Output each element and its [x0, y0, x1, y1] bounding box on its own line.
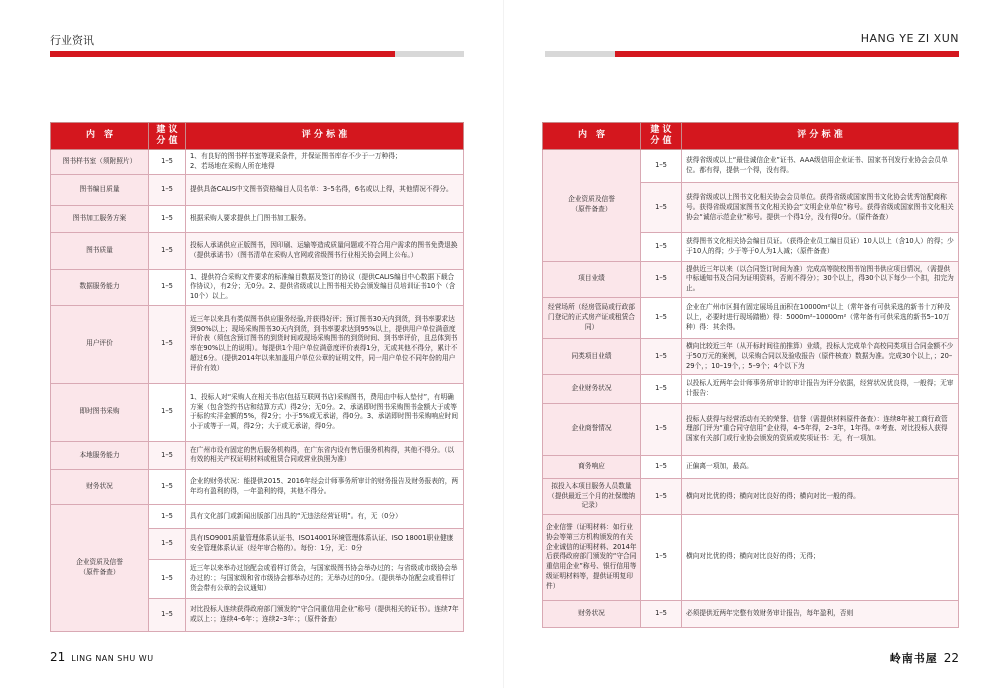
row-score: 1–5 [641, 455, 682, 478]
row-score: 1–5 [641, 600, 682, 627]
row-criteria: 横向对比优的得；横向对比良好的得；无得； [682, 514, 959, 600]
header-score: 建 议 分 值 [149, 123, 186, 150]
row-item: 企业资质及信誉 （原件备查） [51, 504, 149, 631]
table-row [543, 297, 959, 339]
row-score: 1–5 [149, 149, 186, 175]
row-criteria: 获得图书文化相关协会编目员证。（获得企业员工编目员证）10人以上（含10人）的得；少于10人的得；少于等于0人为1人减；（原件备查） [682, 233, 959, 261]
row-item: 拟投入本项目服务人员数量（提供最近三个月的社保缴纳记录） [543, 478, 641, 514]
row-criteria: 提供近三年以来（以合同签订时间为准）完成高等院校图书馆图书供应项目情况，（需提供中标通知书及合同为证明资料，否则不得分）；30个以上，得30个以下每少一个扣，扣完为止。 [682, 261, 959, 297]
row-criteria: 近三年以来具有类似图书供应服务经验,并获得好评；预订图书30天内到货，到书率要求达到90%以上；现场采购图书30天内到货，到书率要求达到95%以上，提供用户单位满意度评价表（须包含预订图书的到货时间或现场采购图书的到货时间、到书率评价，且总体到书率在90%以上的说明）。每提供1个用户单位满意度评价表得1分，无或其他不得分，累计不超过6分。（提供2014年以来加盖用户单位公章的证明文件，同一用户单位不同年份的用户评价有效） [186, 305, 464, 383]
row-criteria: 具有文化部门或新闻出版部门出具的“无违法经营证明”。有，无（0分） [186, 504, 464, 529]
table-header-row [51, 123, 464, 150]
table-row [543, 514, 959, 600]
row-criteria: 对比投标人连续获得政府部门颁发的“守合同重信用企业”称号（提供相关的证书）。连续7年或以上：；连续4–6年：；连续2–3年：；（原件备查） [186, 599, 464, 632]
row-item: 即时图书采购 [51, 383, 149, 442]
right-section-title: HANG YE ZI XUN [860, 32, 959, 45]
table-row [51, 175, 464, 206]
table-row [51, 206, 464, 233]
row-criteria: 具有ISO9001质量管理体系认证书、ISO14001环境管理体系认证、ISO 18001职业健康安全管理体系认证（经年审合格的）。每份：1分，无：0分 [186, 529, 464, 560]
row-score: 1–5 [149, 175, 186, 206]
table-row [51, 232, 464, 269]
row-score: 1–5 [641, 339, 682, 375]
row-item: 企业资质及信誉 （原件备查） [543, 149, 641, 261]
table-row [51, 504, 464, 529]
publication-logo: 岭南书屋 [889, 652, 938, 665]
row-criteria: 1、投标人对“采购人在相关书店(包括互联网书店)采购图书，费用由中标人垫付”，有明确方案（包含签约书店和结算方式）得2分；无0分。2、承诺即时图书采购图书金额大于或等于标的实洋金额的5%，得2分；小于5%或无承诺，得0分。3、承诺即时图书采购响应时间小于或等于一周，得2分；大于或无承诺，得0分。 [186, 383, 464, 442]
row-item: 商务响应 [543, 455, 641, 478]
row-item: 企业财务状况 [543, 375, 641, 403]
page-number: 21 [50, 650, 66, 664]
table-row [543, 600, 959, 627]
table-row [51, 149, 464, 175]
left-folio [50, 650, 154, 664]
row-criteria: 1、提供符合采购文件要求的标准编目数据及签订的协议（提供CALIS编目中心数据下载合作协议），有2分；无0分。2、提供省级或以上图书相关协会颁发编目员培训证书10个（含10个）以上。 [186, 269, 464, 305]
row-criteria: 以投标人近两年会计师事务所审计的审计报告为评分依据，经营状况优良得，一般得；无审计报告： [682, 375, 959, 403]
row-criteria: 横向比较近三年（从开标时间往前推算）业绩，投标人完成单个高校同类项目合同金额不少于50万元的案例，以采购合同以及验收报告（原件核查）数据为准。完成30个以上，；20–29个，；10–19个，；5–9个；4个以下为 [682, 339, 959, 375]
row-score: 1–5 [641, 375, 682, 403]
row-criteria: 根据采购人要求提供上门图书加工服务。 [186, 206, 464, 233]
table-row [543, 478, 959, 514]
right-header-bar [545, 51, 959, 57]
row-criteria: 近三年以来举办过馆配会或看样订货会，与国家级图书协会举办过的；与省级或市级协会举办过的：；与国家级和省市级协会都举办过的；无举办过的0分。（提供举办馆配会或看样订货会带有公章的会议通知） [186, 560, 464, 599]
row-item: 数据服务能力 [51, 269, 149, 305]
row-criteria: 横向对比优的得；横向对比良好的得；横向对比一般的得。 [682, 478, 959, 514]
row-criteria: 企业在广州市区拥有固定展场且面积在10000m²以上（常年备有可供采选的新书十万种及以上，必要时进行现场踏勘）得：5000m²–10000m²（常年备有可供采选的新书5–10万种）得：其余得。 [682, 297, 959, 339]
publication-name: LING NAN SHU WU [71, 654, 154, 663]
row-score: 1–5 [149, 269, 186, 305]
row-item: 本地服务能力 [51, 442, 149, 470]
row-criteria: 提供具备CALIS中文图书资格编目人员名单：3–5名得，6名或以上得，其他情况不得分。 [186, 175, 464, 206]
left-section-title: 行业资讯 [50, 34, 94, 47]
row-score: 1–5 [149, 442, 186, 470]
row-criteria: 企业的财务状况：能提供2015、2016年经会计师事务所审计的财务报告及财务报表的，两年均有盈利的得，一年盈利的得，其他不得分。 [186, 469, 464, 504]
row-score: 1–5 [641, 478, 682, 514]
header-item: 内 容 [51, 123, 149, 150]
row-criteria: 获得省级或以上“最佳诚信企业”证书、AAA级信用企业证书、国家书刊发行业协会会员单位。都有得，提供一个得，没有得。 [682, 149, 959, 183]
row-item: 财务状况 [543, 600, 641, 627]
row-item: 图书样书室（须附照片） [51, 149, 149, 175]
left-header-bar [50, 51, 464, 57]
row-criteria: 在广州市设有固定的售后服务机构得，在广东省内设有售后服务机构得，其他不得分。（以有效的相关产权证明材料或租赁合同或营业执照为准） [186, 442, 464, 470]
row-score: 1–5 [641, 183, 682, 233]
row-item: 同类项目业绩 [543, 339, 641, 375]
row-score: 1–5 [149, 560, 186, 599]
table-row [51, 442, 464, 470]
row-score: 1–5 [149, 305, 186, 383]
page-gutter [503, 0, 504, 688]
table-row [543, 149, 959, 183]
row-item: 项目业绩 [543, 261, 641, 297]
row-score: 1–5 [149, 529, 186, 560]
table-row [51, 383, 464, 442]
table-row [51, 305, 464, 383]
table-row [543, 261, 959, 297]
row-criteria: 1、有良好的图书样书室等现采条件，并保证图书库存不少于一万种得； 2、若场地在采购人所在地得 [186, 149, 464, 175]
row-criteria: 正偏离一项加，最高。 [682, 455, 959, 478]
row-item: 用户评价 [51, 305, 149, 383]
right-folio [890, 650, 959, 666]
header-score: 建 议 分 值 [641, 123, 682, 150]
row-item: 经营场所（经房管局或行政部门登记的正式房产证或租赁合同） [543, 297, 641, 339]
row-item: 企业信誉（证明材料：如行业协会等第三方机构颁发的有关企业诚信的证明材料、2014年后获得政府部门颁发的“守合同重信用企业”称号、银行信用等级证明材料等，提供证明复印件） [543, 514, 641, 600]
row-item: 图书加工服务方案 [51, 206, 149, 233]
row-score: 1–5 [641, 403, 682, 455]
table-row [51, 469, 464, 504]
row-score: 1–5 [641, 514, 682, 600]
row-criteria: 获得省级或以上图书文化相关协会会员单位。获得省级或国家图书文化协会优秀馆配商称号。获得省级或国家图书文化相关协会“文明企业单位”称号。获得省级或国家图书文化相关协会“诚信示范企业”称号。提供一个得1分，没有得0分。（原件备查） [682, 183, 959, 233]
row-score: 1–5 [149, 599, 186, 632]
page-number: 22 [943, 651, 959, 665]
left-scoring-table [50, 122, 464, 632]
header-criteria: 评 分 标 准 [186, 123, 464, 150]
row-item: 企业商誉情况 [543, 403, 641, 455]
row-criteria: 必须提供近两年完整有效财务审计报告，每年盈利，否则 [682, 600, 959, 627]
row-score: 1–5 [641, 149, 682, 183]
table-row [543, 403, 959, 455]
table-row [543, 455, 959, 478]
row-score: 1–5 [641, 297, 682, 339]
table-header-row [543, 123, 959, 150]
header-criteria: 评 分 标 准 [682, 123, 959, 150]
row-criteria: 投标人获得与经营活动有关的荣誉、信誉（需提供材料原件备查）：连续8年被工商行政管理部门评为“重合同守信用”企业得，4–5年得，2–3年，1年得。②考查、对比投标人获得国家有关部门或行业协会颁发的资质或奖项证书：无，有一项加。 [682, 403, 959, 455]
header-item: 内 容 [543, 123, 641, 150]
right-scoring-table [542, 122, 959, 628]
table-row [543, 375, 959, 403]
row-item: 图书编目质量 [51, 175, 149, 206]
row-item: 图书质量 [51, 232, 149, 269]
row-score: 1–5 [641, 261, 682, 297]
table-row [543, 339, 959, 375]
row-criteria: 投标人承诺供应正版图书，因印刷、运输等造成质量问题或不符合用户需求的图书免费退换（提供承诺书）（图书清单在采购人官网或省级图书行业相关协会网上公布。） [186, 232, 464, 269]
row-score: 1–5 [149, 206, 186, 233]
row-score: 1–5 [149, 469, 186, 504]
row-score: 1–5 [641, 233, 682, 261]
row-score: 1–5 [149, 232, 186, 269]
row-score: 1–5 [149, 383, 186, 442]
table-row [51, 269, 464, 305]
row-item: 财务状况 [51, 469, 149, 504]
row-score: 1–5 [149, 504, 186, 529]
